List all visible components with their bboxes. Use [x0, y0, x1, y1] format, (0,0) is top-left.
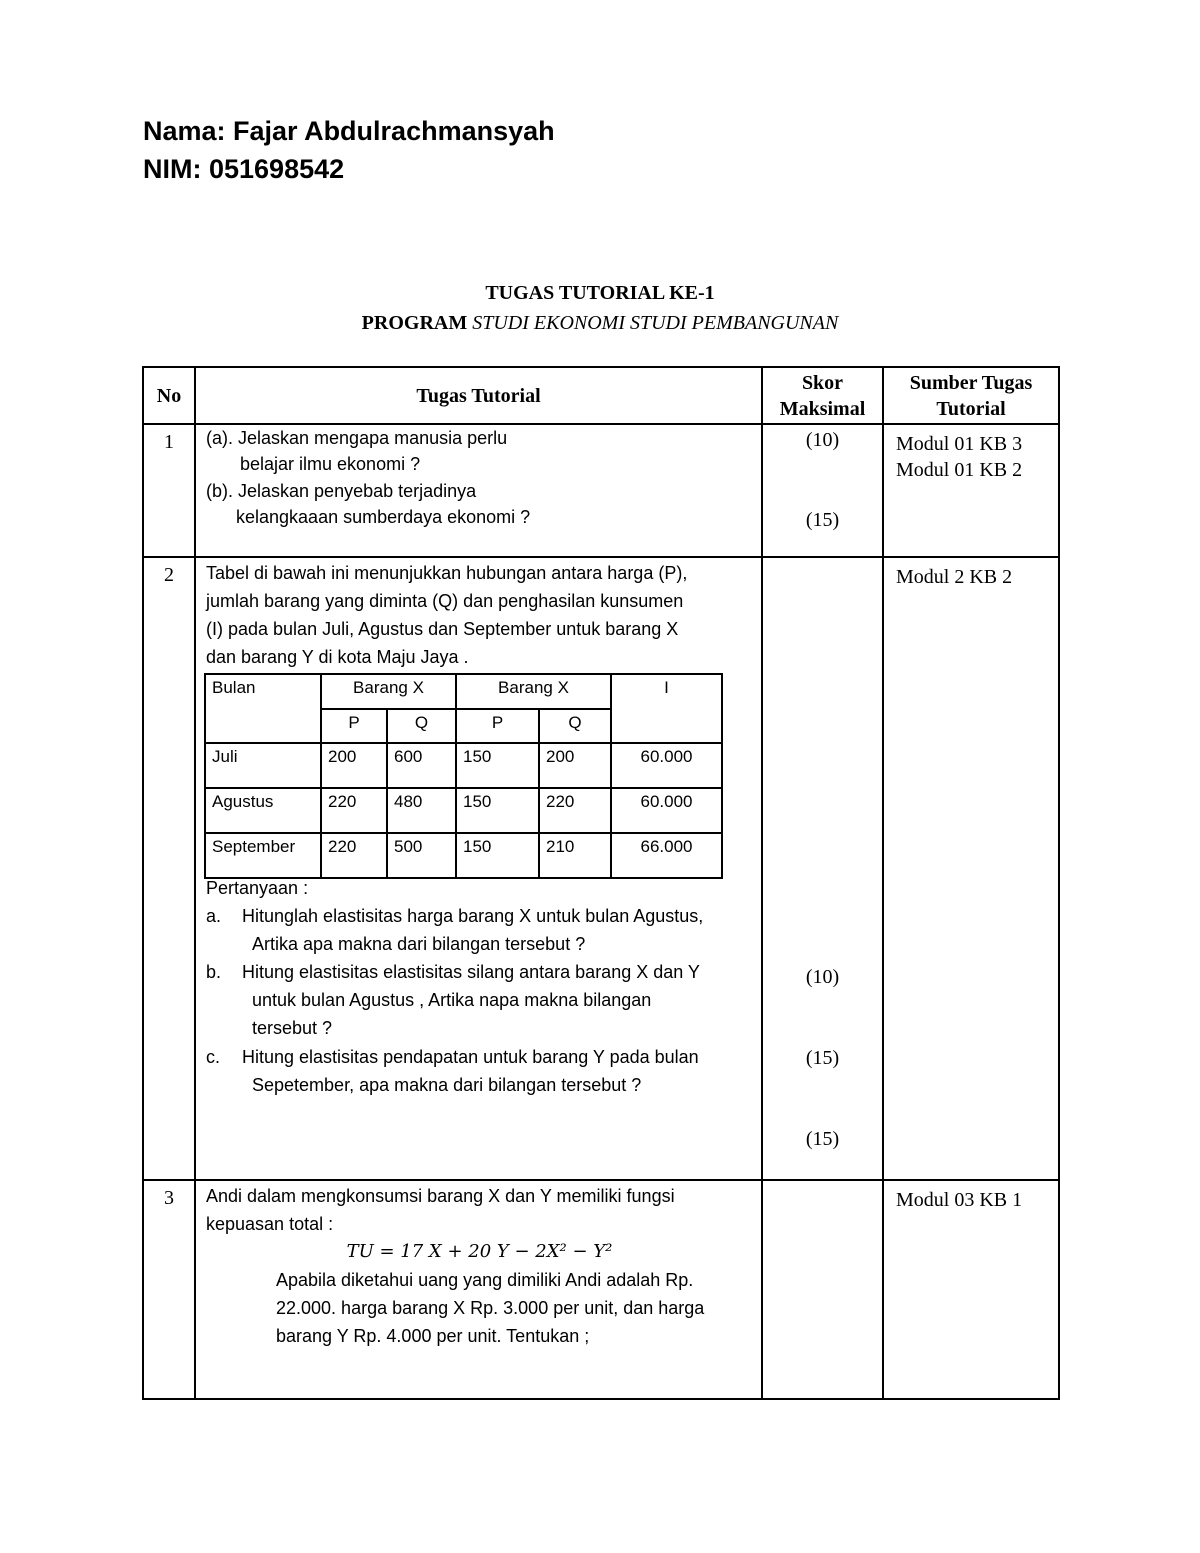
data-cell: 600 — [387, 743, 456, 788]
source-value: Modul 03 KB 1 — [896, 1189, 1023, 1211]
task-line: Tabel di bawah ini menunjukkan hubungan antara harga (P), — [206, 563, 688, 583]
header-score-line1: Skor — [801, 371, 844, 394]
student-identity — [143, 112, 555, 188]
task-line: jumlah barang yang diminta (Q) dan penghasilan kunsumen — [206, 591, 684, 611]
score-cell — [762, 557, 883, 1180]
source-value: Modul 2 KB 2 — [896, 566, 1013, 588]
task-line: 22.000. harga barang X Rp. 3.000 per unit, dan harga — [276, 1298, 705, 1318]
data-row — [205, 743, 722, 788]
header-source-line2: Tutorial — [936, 397, 1006, 420]
question-marker: c. — [206, 1047, 221, 1067]
score-value: (15) — [805, 509, 840, 531]
source-value: Modul 01 KB 2 — [896, 459, 1023, 481]
data-row — [205, 788, 722, 833]
question-line: Hitunglah elastisitas harga barang X untuk bulan Agustus, — [242, 906, 704, 926]
student-name: Nama: Fajar Abdulrachmansyah — [143, 116, 555, 146]
data-cell: 210 — [539, 833, 611, 878]
task-line: (b). Jelaskan penyebab terjadinya — [206, 481, 477, 501]
task-line: Apabila diketahui uang yang dimiliki Andi adalah Rp. — [276, 1270, 694, 1290]
data-cell: September — [205, 833, 321, 878]
header-no: No — [143, 367, 195, 424]
sub-header: Q — [539, 709, 611, 743]
question-line: Hitung elastisitas elastisitas silang antara barang X dan Y — [242, 962, 700, 982]
source-cell — [883, 424, 1059, 557]
task-cell — [195, 424, 762, 557]
task-line: (a). Jelaskan mengapa manusia perlu — [206, 428, 508, 448]
task-line: barang Y Rp. 4.000 per unit. Tentukan ; — [276, 1326, 590, 1346]
question-line: Sepetember, apa makna dari bilangan tersebut ? — [252, 1075, 642, 1095]
sub-header: P — [321, 709, 387, 743]
source-value: Modul 01 KB 3 — [896, 433, 1023, 455]
data-cell: 150 — [456, 833, 539, 878]
header-score — [762, 367, 883, 424]
data-cell: 220 — [321, 833, 387, 878]
question-line: Hitung elastisitas pendapatan untuk barang Y pada bulan — [242, 1047, 699, 1067]
subtitle-program: PROGRAM — [361, 312, 468, 334]
source-cell — [883, 557, 1059, 1180]
task-line: dan barang Y di kota Maju Jaya . — [206, 647, 469, 667]
question-marker: a. — [206, 906, 222, 926]
student-nim: NIM: 051698542 — [143, 154, 345, 184]
task-line: kepuasan total : — [206, 1214, 334, 1234]
document-title: TUGAS TUTORIAL KE-1 — [485, 282, 715, 304]
score-cell — [762, 1180, 883, 1399]
data-cell: 220 — [321, 788, 387, 833]
document-subtitle — [0, 312, 1200, 335]
col-header-barang-2: Barang X — [456, 674, 611, 709]
tutorial-task-table — [142, 366, 1060, 1400]
col-header-income: I — [611, 674, 722, 743]
table-row — [143, 424, 1059, 557]
data-cell: 200 — [321, 743, 387, 788]
task-line: belajar ilmu ekonomi ? — [240, 454, 421, 474]
price-quantity-table — [204, 673, 723, 879]
data-header-row — [205, 674, 722, 709]
data-cell: 480 — [387, 788, 456, 833]
header-source — [883, 367, 1059, 424]
row-number: 3 — [143, 1180, 195, 1399]
source-cell — [883, 1180, 1059, 1399]
question-label: Pertanyaan : — [206, 878, 309, 898]
data-cell: Juli — [205, 743, 321, 788]
table-header-row — [143, 367, 1059, 424]
task-line: kelangkaaan sumberdaya ekonomi ? — [236, 507, 531, 527]
col-header-barang-1: Barang X — [321, 674, 456, 709]
utility-formula: TU = 17 X + 20 Y − 2X² − Y² — [346, 1241, 613, 1262]
header-task: Tugas Tutorial — [195, 367, 762, 424]
task-cell — [195, 557, 762, 1180]
data-cell: 500 — [387, 833, 456, 878]
task-line: Andi dalam mengkonsumsi barang X dan Y memiliki fungsi — [206, 1186, 675, 1206]
row-number: 1 — [143, 424, 195, 557]
score-value: (15) — [805, 1128, 840, 1150]
score-value: (10) — [805, 429, 840, 451]
row-number: 2 — [143, 557, 195, 1180]
table-row — [143, 557, 1059, 1180]
data-cell: 200 — [539, 743, 611, 788]
question-line: Artika apa makna dari bilangan tersebut ? — [252, 934, 586, 954]
data-cell: 150 — [456, 743, 539, 788]
question-line: tersebut ? — [252, 1018, 333, 1038]
task-cell — [195, 1180, 762, 1399]
score-cell — [762, 424, 883, 557]
score-value: (15) — [805, 1047, 840, 1069]
sub-header: Q — [387, 709, 456, 743]
data-cell: 60.000 — [611, 788, 722, 833]
question-line: untuk bulan Agustus , Artika napa makna bilangan — [252, 990, 652, 1010]
data-cell: 220 — [539, 788, 611, 833]
task-line: (I) pada bulan Juli, Agustus dan September untuk barang X — [206, 619, 679, 639]
header-source-line1: Sumber Tugas — [909, 371, 1033, 394]
question-marker: b. — [206, 962, 222, 982]
data-cell: 150 — [456, 788, 539, 833]
data-row — [205, 833, 722, 878]
table-row — [143, 1180, 1059, 1399]
subtitle-study: STUDI EKONOMI STUDI PEMBANGUNAN — [472, 312, 839, 334]
sub-header: P — [456, 709, 539, 743]
data-cell: 66.000 — [611, 833, 722, 878]
score-value: (10) — [805, 966, 840, 988]
data-cell: Agustus — [205, 788, 321, 833]
header-score-line2: Maksimal — [779, 397, 866, 420]
col-header-bulan: Bulan — [205, 674, 321, 743]
data-cell: 60.000 — [611, 743, 722, 788]
